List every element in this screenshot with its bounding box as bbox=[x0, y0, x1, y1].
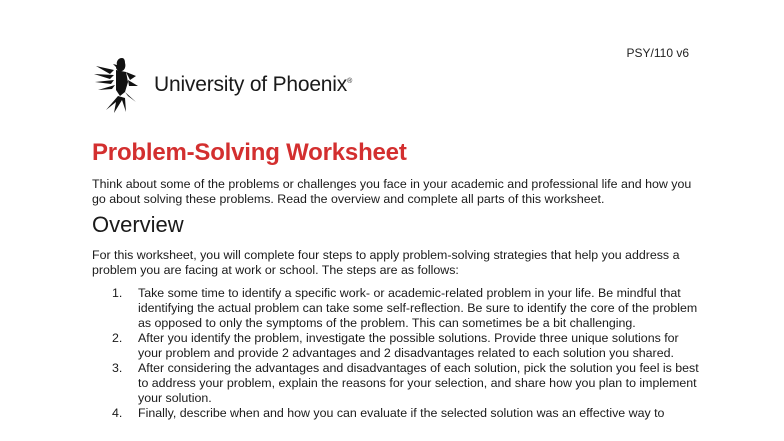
list-item: 2. After you identify the problem, investigate the possible solutions. Provide three unique solutions for your problem and provide 2 advantages and 2 disadvantages related to each solution you shared. bbox=[112, 331, 679, 360]
intro-paragraph: Think about some of the problems or challenges you face in your academic and professional life and how you go about solving these problems. Read the overview and complete all parts of this worksheet. bbox=[92, 177, 692, 206]
logo-wordmark: University of Phoenix® bbox=[154, 73, 353, 96]
list-item: 3. After considering the advantages and disadvantages of each solution, pick the solution you feel is best to address your problem, explain the reasons for your selection, and share how you plan to implement your solution. bbox=[112, 361, 699, 405]
page-title: Problem-Solving Worksheet bbox=[92, 139, 407, 166]
list-item: 1. Take some time to identify a specific work- or academic-related problem in your life. Be mindful that identifying the actual problem can take some self-reflection. Be sure to identify the core of the problem as opposed to only the symptoms of the problem. This can sometimes be a bit challenging. bbox=[112, 286, 698, 330]
overview-paragraph: For this worksheet, you will complete four steps to apply problem-solving strategies that help you address a problem you are facing at work or school. The steps are as follows: bbox=[92, 248, 680, 277]
list-item: 4. Finally, describe when and how you can evaluate if the selected solution was an effective way to bbox=[112, 406, 665, 420]
university-logo bbox=[92, 56, 352, 114]
steps-list bbox=[92, 286, 702, 421]
overview-heading: Overview bbox=[92, 212, 184, 237]
phoenix-icon bbox=[92, 56, 148, 114]
course-code: PSY/110 v6 bbox=[626, 46, 689, 60]
